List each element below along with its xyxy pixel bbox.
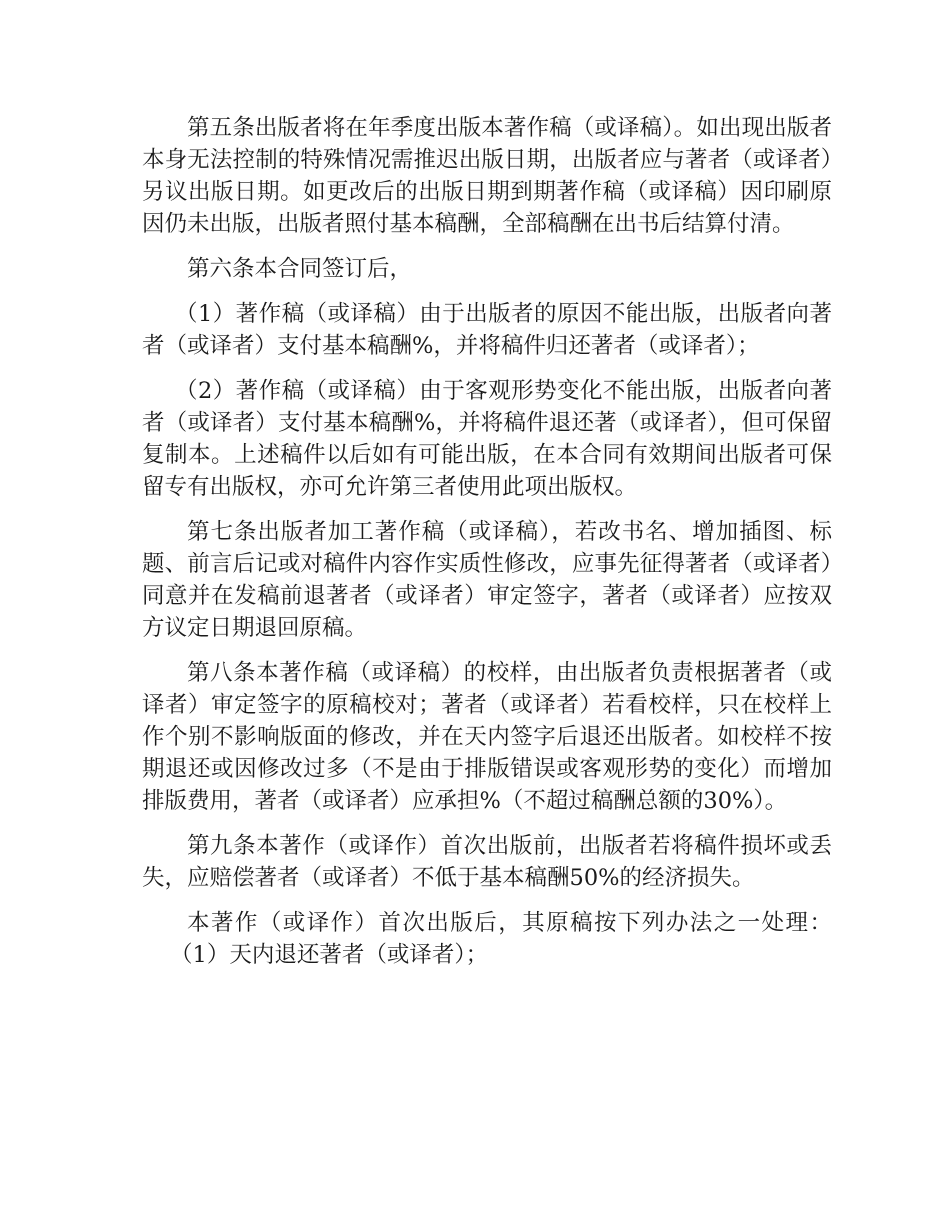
document-body: [142, 112, 832, 984]
article-8-paragraph: 第八条本著作稿（或译稿）的校样，由出版者负责根据著者（或译者）审定签字的原稿校对；著者（或译者）若看校样，只在校样上作个别不影响版面的修改，并在天内签字后退还出版者。如校样不按期退还或因修改过多（不是由于排版错误或客观形势的变化）而增加排版费用，著者（或译者）应承担%（不超过稿酬总额的30%）。: [142, 660, 832, 814]
article-9-paragraph: 第九条本著作（或译作）首次出版前，出版者若将稿件损坏或丢失，应赔偿著者（或译者）不低于基本稿酬50%的经济损失。: [142, 833, 832, 891]
article-7-paragraph: 第七条出版者加工著作稿（或译稿），若改书名、增加插图、标题、前言后记或对稿件内容作实质性修改，应事先征得著者（或译者）同意并在发稿前退著者（或译者）审定签字，著者（或译者）应按双方议定日期退回原稿。: [142, 519, 832, 641]
manuscript-handling-item-1: （1）天内退还著者（或译者）；: [170, 942, 489, 968]
article-6-paragraph: 第六条本合同签订后，: [187, 256, 413, 282]
article-5-paragraph: 第五条出版者将在年季度出版本著作稿（或译稿）。如出现出版者本身无法控制的特殊情况需推迟出版日期，出版者应与著者（或译者）另议出版日期。如更改后的出版日期到期著作稿（或译稿）因印刷原因仍未出版，出版者照付基本稿酬，全部稿酬在出书后结算付清。: [142, 115, 832, 237]
article-6-item-1: （1）著作稿（或译稿）由于出版者的原因不能出版，出版者向著者（或译者）支付基本稿酬%，并将稿件归还著者（或译者）；: [142, 301, 832, 359]
manuscript-handling-text: 本著作（或译作）首次出版后，其原稿按下列办法之一处理：: [187, 910, 832, 936]
article-6-item-2: （2）著作稿（或译稿）由于客观形势变化不能出版，出版者向著者（或译者）支付基本稿酬%，并将稿件退还著（或译者），但可保留复制本。上述稿件以后如有可能出版，在本合同有效期间出版者可保留专有出版权，亦可允许第三者使用此项出版权。: [142, 378, 832, 500]
manuscript-handling-paragraph: [142, 907, 832, 971]
